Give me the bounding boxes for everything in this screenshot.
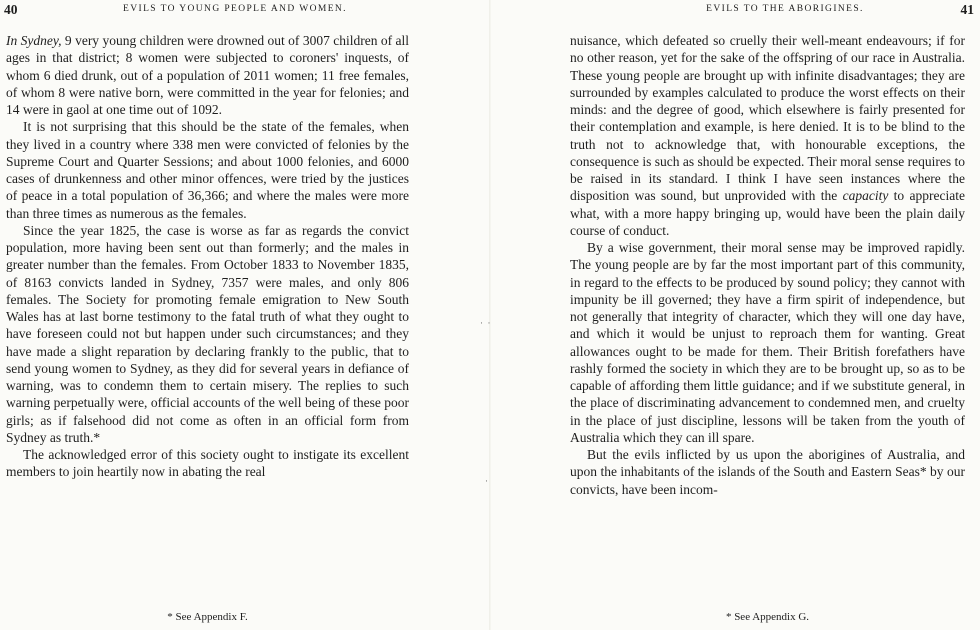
scan-speck: · · — [480, 318, 491, 328]
right-running-head: EVILS TO THE ABORIGINES. — [706, 4, 864, 14]
left-body-text — [6, 32, 409, 481]
right-paragraph-1-b: to appreciate what, with a more happy bringing up, would have been the plain daily course of conduct. — [570, 188, 965, 238]
right-body-text — [570, 32, 965, 498]
left-footnote: * See Appendix F. — [167, 611, 248, 623]
left-running-head: EVILS TO YOUNG PEOPLE AND WOMEN. — [123, 4, 347, 14]
right-paragraph-1-a: nuisance, which defeated so cruelly their well-meant endeavours; if for no other reason, yet for the sake of the offspring of our race in Australia. These young people are brought up with infinite disadvantages; they are surrounded by examples calculated to produce the worst effects on their minds: and the degree of good, which elsewhere is fairly presented for their contemplation and example, is here denied. It is to be blind to the truth not to acknowledge that, with honourable exceptions, the consequence is such as should be expected. Their moral sense requires to be raised in its standard. I think I have seen instances where the disposition was sound, but unprovided with the — [570, 33, 965, 204]
right-paragraph-1 — [570, 32, 965, 239]
right-page — [490, 0, 980, 630]
left-page-number: 40 — [4, 2, 18, 17]
right-paragraph-3: But the evils inflicted by us upon the aborigines of Australia, and upon the inhabitants of the islands of the South and Eastern Seas* by our convicts, have been incom- — [570, 447, 965, 497]
right-paragraph-1-italic: capacity — [842, 188, 889, 204]
left-paragraph-1-lead: In Sydney, — [6, 33, 62, 48]
scan-speck: · — [485, 476, 488, 486]
left-paragraph-1-rest: 9 very young children were drowned out of 3007 children of all ages in that district; 8 women were subjected to coroners' inquests, of whom 6 died drunk, out of a population of 2011 women; 11 free females, of whom 8 were native born, were committed in the year for felonies; and 14 were in gaol at one time out of 1092. — [6, 33, 409, 117]
left-paragraph-1 — [6, 32, 409, 118]
left-paragraph-4: The acknowledged error of this society ought to instigate its excellent members to join heartily now in abating the real — [6, 447, 409, 480]
left-paragraph-3: Since the year 1825, the case is worse as far as regards the convict population, more having been sent out than formerly; and the males in greater number than the females. From October 1833 to November 1835, of 8163 convicts landed in Sydney, 7357 were males, and only 806 females. The Society for promoting female emigration to New South Wales has at last borne testimony to the fatal truth of what they ought to have foreseen could not but happen under such circumstances; and they have made a slight reparation by declaring frankly to the public, that to send young women to Sydney, as they did for several years in defiance of warning, was to condemn them to certain misery. The replies to such warning perpetually were, official accounts of the well being of these poor girls; as if falsehood did not come as often in an official form from Sydney as truth.* — [6, 222, 409, 445]
right-footnote: * See Appendix G. — [725, 611, 810, 623]
right-paragraph-2: By a wise government, their moral sense may be improved rapidly. The young people are by far the most important part of this community, in regard to the effects to be produced by sound policy; they cannot with impunity be ill governed; they have a firm spirit of independence, but not generally that integrity of character, which they will one day have, and which it would be unjust to reproach them for wanting. Great allowances ought to be made for them. Their British forefathers have rashly formed the society in which they are to be brought up, so as to be capable of affording them little guidance; and if we substitute general, in the place of discriminating advancement to condemned men, and cruelty in the place of just discipline, lessons will be taken from the youth of Australia which they can ill spare. — [570, 240, 965, 445]
left-paragraph-2: It is not surprising that this should be the state of the females, when they lived in a country where 338 men were convicted of felonies by the Supreme Court and Quarter Sessions; and about 1000 felonies, and 6000 cases of drunkenness and other minor offences, were tried by the justices of peace in a total population of 36,366; and where the males were more than three times as numerous as the females. — [6, 119, 409, 221]
right-page-number: 41 — [960, 2, 974, 17]
